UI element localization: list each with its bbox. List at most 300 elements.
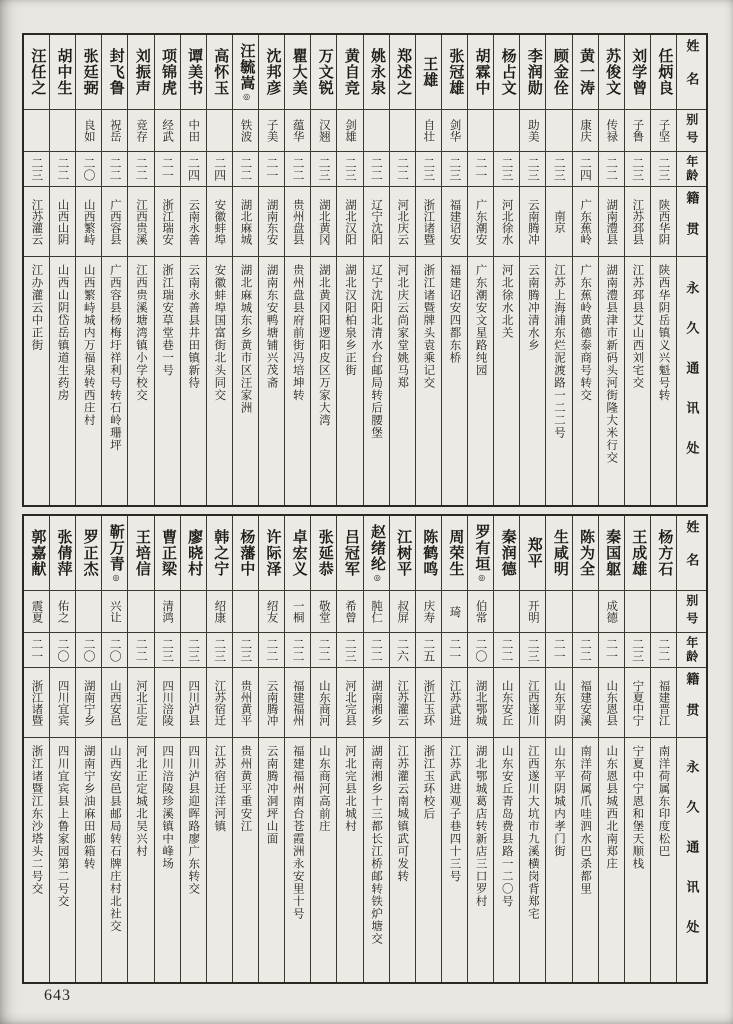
- person-address: 宁夏中宁恩和堡天顺栈: [631, 745, 644, 870]
- person-column: [127, 516, 153, 982]
- person-name: 姚永泉: [364, 35, 389, 110]
- person-column: [49, 35, 75, 505]
- directory-table-bottom: [22, 514, 708, 984]
- person-name: 曹正梁: [155, 516, 180, 591]
- person-native-place: 南京: [546, 187, 571, 257]
- person-alias: [128, 591, 153, 633]
- person-name: 秦国躯: [599, 516, 624, 591]
- person-address: 陕西华阴岳镇义兴魁号转: [657, 264, 670, 402]
- person-address: 浙江诸暨江东沙塔头二号交: [30, 745, 43, 895]
- person-column: [154, 516, 180, 982]
- person-native-place: 河北正定: [128, 668, 153, 738]
- person-age: 二二: [128, 633, 153, 668]
- person-age: 二二: [651, 633, 676, 668]
- person-alias: 叔屏: [390, 591, 415, 633]
- person-name: 吕冠军: [337, 516, 362, 591]
- annotation-mark: ◎: [111, 572, 121, 582]
- person-name: 张倩萍: [50, 516, 75, 591]
- row-header-column: [676, 516, 706, 982]
- person-name: 封飞鲁: [102, 35, 127, 110]
- person-column: [415, 35, 441, 505]
- person-address: 江苏宿迁洋河镇: [213, 745, 226, 833]
- person-alias: 剑雄: [337, 110, 362, 152]
- person-address: 广东蕉岭黄德泰商号转交: [579, 264, 592, 402]
- person-age: 二二: [285, 633, 310, 668]
- person-address: 广东潮安文星路纯园: [474, 264, 487, 377]
- person-address: 河北徐水北关: [500, 264, 513, 339]
- person-name: 郑述之: [390, 35, 415, 110]
- person-address: 四川涪陵珍溪镇中峰场: [161, 745, 174, 870]
- person-name: 瞿大美: [285, 35, 310, 110]
- person-address: 山西山阴岱岳镇道生药房: [56, 264, 69, 402]
- person-age: 二四: [181, 152, 206, 187]
- person-column: [650, 516, 676, 982]
- header-address: 永久通讯处: [684, 281, 700, 481]
- person-name: 沈邦彦: [259, 35, 284, 110]
- header-name: 姓名: [677, 516, 706, 591]
- person-name: 任炳良: [651, 35, 676, 110]
- person-alias: [546, 591, 571, 633]
- person-alias: 佑之: [50, 591, 75, 633]
- person-native-place: 福建晋江: [651, 668, 676, 738]
- person-age: 二二: [364, 152, 389, 187]
- person-name: 刘学曾: [625, 35, 650, 110]
- person-column: [284, 35, 310, 505]
- person-age: 二三: [207, 633, 232, 668]
- person-column: [545, 35, 571, 505]
- person-name: 陈为全: [573, 516, 598, 591]
- person-name: 赵绪纶 ◎: [364, 516, 389, 591]
- person-address: 山东安丘青岛费县路一二〇号: [500, 745, 513, 908]
- person-alias: [207, 110, 232, 152]
- person-native-place: 湖南澧县: [599, 187, 624, 257]
- person-name: 杨方石: [651, 516, 676, 591]
- person-age: 二三: [625, 633, 650, 668]
- person-column: [75, 35, 101, 505]
- person-alias: [494, 591, 519, 633]
- person-column: [206, 35, 232, 505]
- person-alias: 兴让: [102, 591, 127, 633]
- person-native-place: 辽宁沈阳: [364, 187, 389, 257]
- person-address: 湖北麻城东乡黄市区汪家洲: [239, 264, 252, 414]
- person-native-place: 广西容县: [102, 187, 127, 257]
- person-column: [180, 35, 206, 505]
- person-name: 黄自竞: [337, 35, 362, 110]
- person-address: 山西繁峙城内万福泉转西庄村: [82, 264, 95, 427]
- person-column: [232, 35, 258, 505]
- person-address: 南洋荷属东印度松巴: [657, 745, 670, 858]
- person-native-place: 江西贵溪: [128, 187, 153, 257]
- person-native-place: 福建福州: [285, 668, 310, 738]
- person-native-place: 云南腾冲: [259, 668, 284, 738]
- person-native-place: 山西安邑: [102, 668, 127, 738]
- person-column: [624, 35, 650, 505]
- person-age: 二三: [442, 152, 467, 187]
- person-native-place: 湖北汉阳: [337, 187, 362, 257]
- person-address: 四川泸县迎晖路廖广东转交: [187, 745, 200, 895]
- person-alias: [24, 110, 49, 152]
- person-age: 二六: [390, 633, 415, 668]
- person-name: 王培信: [128, 516, 153, 591]
- person-alias: 敬堂: [311, 591, 336, 633]
- person-address: 河北完县北城村: [343, 745, 356, 833]
- person-name: 万文锐: [311, 35, 336, 110]
- person-age: 二五: [416, 633, 441, 668]
- person-native-place: 江苏灌云: [24, 187, 49, 257]
- person-native-place: 浙江诸暨: [24, 668, 49, 738]
- header-alias: 别号: [677, 591, 706, 633]
- person-age: 二二: [259, 633, 284, 668]
- person-address: 贵州黄平重安江: [239, 745, 252, 833]
- header-name: 姓名: [677, 35, 706, 110]
- person-column: [519, 516, 545, 982]
- person-age: 二三: [520, 633, 545, 668]
- person-age: 二三: [181, 633, 206, 668]
- person-age: 二〇: [50, 633, 75, 668]
- person-age: 二三: [625, 152, 650, 187]
- person-column: [467, 516, 493, 982]
- person-address: 浙江玉环校后: [422, 745, 435, 820]
- person-native-place: 贵州黄平: [233, 668, 258, 738]
- person-address: 福建福州南台苍霞洲永安里十号: [291, 745, 304, 920]
- header-age: 年龄: [677, 633, 706, 668]
- person-address: 山东平阴城内孝门街: [552, 745, 565, 858]
- person-name: 张廷弼: [76, 35, 101, 110]
- person-native-place: 河北完县: [337, 668, 362, 738]
- person-column: [441, 35, 467, 505]
- person-address: 江办灌云中正街: [30, 264, 43, 352]
- person-name: 郑平: [520, 516, 545, 591]
- person-alias: 伯常: [468, 591, 493, 633]
- person-column: [24, 516, 49, 982]
- person-name: 苏俊文: [599, 35, 624, 110]
- person-age: 二一: [259, 152, 284, 187]
- person-address: 湖南东安鸭塘铺兴茂斋: [265, 264, 278, 389]
- person-age: 二三: [494, 152, 519, 187]
- person-age: 二三: [416, 152, 441, 187]
- person-column: [284, 516, 310, 982]
- person-age: 二二: [311, 633, 336, 668]
- person-column: [363, 35, 389, 505]
- person-age: 二三: [337, 152, 362, 187]
- person-alias: 子坚: [651, 110, 676, 152]
- person-alias: [233, 591, 258, 633]
- person-column: [206, 516, 232, 982]
- person-age: 二三: [24, 152, 49, 187]
- person-alias: 子鲁: [625, 110, 650, 152]
- person-name: 项锦虎: [155, 35, 180, 110]
- header-age: 年龄: [677, 152, 706, 187]
- person-name: 汪任之: [24, 35, 49, 110]
- person-column: [598, 35, 624, 505]
- person-native-place: 江苏武进: [442, 668, 467, 738]
- person-name: 黄一涛: [573, 35, 598, 110]
- person-address: 山西安邑县邮局转石牌庄村北社交: [108, 745, 121, 933]
- person-alias: [573, 591, 598, 633]
- person-alias: 子美: [259, 110, 284, 152]
- person-column: [493, 516, 519, 982]
- person-native-place: 江苏宿迁: [207, 668, 232, 738]
- person-native-place: 陕西华阴: [651, 187, 676, 257]
- person-alias: 经武: [155, 110, 180, 152]
- person-address: 广西容县杨梅圩祥利号转石岭珊坪: [108, 264, 121, 452]
- person-age: 二一: [155, 152, 180, 187]
- person-column: [310, 35, 336, 505]
- person-name: 顾金佺: [546, 35, 571, 110]
- person-alias: 铁波: [233, 110, 258, 152]
- person-native-place: 浙江玉环: [416, 668, 441, 738]
- directory-page: [22, 33, 708, 984]
- person-column: [336, 35, 362, 505]
- person-address: 江苏武进观子巷四十三号: [448, 745, 461, 883]
- person-address: 湖北黄冈阳逻阳皮区万家大湾: [317, 264, 330, 427]
- person-age: 二二: [390, 152, 415, 187]
- person-address: 浙江诸暨牌头袁乘记交: [422, 264, 435, 389]
- person-native-place: 河北庆云: [390, 187, 415, 257]
- person-alias: [364, 110, 389, 152]
- person-age: 二一: [468, 152, 493, 187]
- person-alias: 开明: [520, 591, 545, 633]
- person-alias: [651, 591, 676, 633]
- person-address: 江西贵溪塘湾镇小学校交: [134, 264, 147, 402]
- person-column: [336, 516, 362, 982]
- person-native-place: 湖南湘乡: [364, 668, 389, 738]
- directory-table-top: [22, 33, 708, 507]
- person-alias: [390, 110, 415, 152]
- person-name: 刘振声: [128, 35, 153, 110]
- person-alias: [50, 110, 75, 152]
- person-name: 靳万青 ◎: [102, 516, 127, 591]
- person-name: 王雄: [416, 35, 441, 110]
- person-native-place: 安徽蚌埠: [207, 187, 232, 257]
- person-alias: 庆寿: [416, 591, 441, 633]
- person-native-place: 福建安溪: [573, 668, 598, 738]
- person-name: 陈鹤鸣: [416, 516, 441, 591]
- person-age: 二三: [311, 152, 336, 187]
- person-age: 二二: [233, 152, 258, 187]
- person-address: 湖南湘乡十三都长江桥邮转铁炉塘交: [370, 745, 383, 945]
- person-age: 二三: [546, 152, 571, 187]
- person-name: 张冠雄: [442, 35, 467, 110]
- person-alias: 汉翘: [311, 110, 336, 152]
- person-alias: 良如: [76, 110, 101, 152]
- person-column: [310, 516, 336, 982]
- person-alias: [181, 591, 206, 633]
- person-native-place: 湖北鄂城: [468, 668, 493, 738]
- person-native-place: 山东平阴: [546, 668, 571, 738]
- person-native-place: 河北徐水: [494, 187, 519, 257]
- person-name: 胡霖中: [468, 35, 493, 110]
- person-native-place: 湖南宁乡: [76, 668, 101, 738]
- person-age: 二二: [128, 152, 153, 187]
- person-alias: 祝岳: [102, 110, 127, 152]
- person-column: [258, 35, 284, 505]
- person-column: [127, 35, 153, 505]
- person-column: [232, 516, 258, 982]
- person-address: 贵州盘县府前街冯培坤转: [291, 264, 304, 402]
- annotation-mark: ◎: [241, 91, 251, 101]
- person-name: 秦润德: [494, 516, 519, 591]
- person-native-place: 山西山阴: [50, 187, 75, 257]
- person-age: 二二: [599, 152, 624, 187]
- person-age: 二四: [207, 152, 232, 187]
- person-age: 二〇: [76, 633, 101, 668]
- person-age: 二二: [573, 633, 598, 668]
- person-age: 二三: [520, 152, 545, 187]
- header-alias: 别号: [677, 110, 706, 152]
- person-address: 云南腾冲清水乡: [526, 264, 539, 352]
- person-native-place: 云南腾冲: [520, 187, 545, 257]
- person-age: 二二: [50, 152, 75, 187]
- person-age: 二三: [337, 633, 362, 668]
- person-alias: 剑华: [442, 110, 467, 152]
- person-native-place: 宁夏中宁: [625, 668, 650, 738]
- person-name: 王成雄: [625, 516, 650, 591]
- person-age: 二〇: [468, 633, 493, 668]
- person-native-place: 湖北黄冈: [311, 187, 336, 257]
- person-alias: [625, 591, 650, 633]
- person-age: 二四: [573, 152, 598, 187]
- person-name: 高怀玉: [207, 35, 232, 110]
- person-column: [180, 516, 206, 982]
- person-column: [624, 516, 650, 982]
- person-native-place: 贵州盘县: [285, 187, 310, 257]
- person-age: 二〇: [76, 152, 101, 187]
- person-address: 河北庆云尚家堂姚马郑: [396, 264, 409, 389]
- person-address: 安徽蚌埠国富街北头同交: [213, 264, 226, 402]
- person-address: 辽宁沈阳北清水台邮局转后腰堡: [370, 264, 383, 439]
- person-column: [572, 516, 598, 982]
- person-alias: 肫仁: [364, 591, 389, 633]
- person-column: [101, 35, 127, 505]
- person-native-place: 江苏灌云: [390, 668, 415, 738]
- row-header-column: [676, 35, 706, 505]
- person-native-place: 四川涪陵: [155, 668, 180, 738]
- person-address: 江苏上海浦东烂泥渡路一二二号: [552, 264, 565, 439]
- person-column: [467, 35, 493, 505]
- person-name: 杨占文: [494, 35, 519, 110]
- person-column: [572, 35, 598, 505]
- person-column: [415, 516, 441, 982]
- person-native-place: 广东潮安: [468, 187, 493, 257]
- person-age: 二二: [285, 152, 310, 187]
- person-native-place: 湖北麻城: [233, 187, 258, 257]
- person-age: 二二: [102, 152, 127, 187]
- person-alias: 绍康: [207, 591, 232, 633]
- person-alias: [494, 110, 519, 152]
- person-name: 杨藩中: [233, 516, 258, 591]
- person-native-place: 山东安丘: [494, 668, 519, 738]
- person-alias: [76, 591, 101, 633]
- person-alias: 中田: [181, 110, 206, 152]
- person-address: 云南永善县井田镇新待: [187, 264, 200, 389]
- person-age: 二二: [494, 633, 519, 668]
- person-address: 福建诏安四都东桥: [448, 264, 461, 364]
- person-native-place: 四川宜宾: [50, 668, 75, 738]
- person-address: 河北正定城北吴兴村: [134, 745, 147, 858]
- person-native-place: 云南永善: [181, 187, 206, 257]
- person-address: 湖南澧县津市新码头河街隆大米行交: [605, 264, 618, 464]
- person-alias: 康庆: [573, 110, 598, 152]
- person-column: [389, 516, 415, 982]
- person-native-place: 山西繁峙: [76, 187, 101, 257]
- person-column: [545, 516, 571, 982]
- person-column: [75, 516, 101, 982]
- person-alias: 绍友: [259, 591, 284, 633]
- person-native-place: 浙江瑞安: [155, 187, 180, 257]
- person-column: [389, 35, 415, 505]
- person-age: 二三: [155, 633, 180, 668]
- person-address: 江苏邳县艾山西刘宅交: [631, 264, 644, 389]
- person-name: 罗有垣 ◎: [468, 516, 493, 591]
- person-alias: 传禄: [599, 110, 624, 152]
- person-address: 四川宜宾县上鲁家园第二号交: [56, 745, 69, 908]
- page-number: 643: [44, 987, 71, 1004]
- person-name: 李润勋: [520, 35, 545, 110]
- person-age: 二〇: [102, 633, 127, 668]
- person-name: 生咸明: [546, 516, 571, 591]
- person-age: 二一: [24, 633, 49, 668]
- person-name: 谭美书: [181, 35, 206, 110]
- person-address: 南洋荷属爪哇泗水巴杀都里: [579, 745, 592, 895]
- person-age: 二一: [546, 633, 571, 668]
- person-name: 胡中生: [50, 35, 75, 110]
- person-alias: 蕴华: [285, 110, 310, 152]
- person-alias: 希曾: [337, 591, 362, 633]
- person-native-place: 四川泸县: [181, 668, 206, 738]
- person-age: 二三: [233, 633, 258, 668]
- person-address: 江苏灌云南城镇武可发转: [396, 745, 409, 883]
- person-address: 浙江瑞安草堂巷一号: [161, 264, 174, 377]
- person-column: [49, 516, 75, 982]
- person-column: [258, 516, 284, 982]
- person-column: [441, 516, 467, 982]
- person-alias: [468, 110, 493, 152]
- person-column: [101, 516, 127, 982]
- person-address: 山东恩县城西北南郑庄: [605, 745, 618, 870]
- person-name: 汪毓嵩 ◎: [233, 35, 258, 110]
- person-address: 湖北鄂城葛店转新店三口罗村: [474, 745, 487, 908]
- person-alias: 琦: [442, 591, 467, 633]
- person-name: 郭嘉献: [24, 516, 49, 591]
- person-alias: [546, 110, 571, 152]
- person-alias: 自壮: [416, 110, 441, 152]
- person-address: 江西遂川大坑市九溪横岗背郑宅: [526, 745, 539, 920]
- person-column: [650, 35, 676, 505]
- person-alias: 清鸿: [155, 591, 180, 633]
- header-native: 籍贯: [677, 187, 706, 257]
- person-address: 湖南宁乡油麻田邮箱转: [82, 745, 95, 870]
- person-address: 山东商河高前庄: [317, 745, 330, 833]
- person-age: 二三: [651, 152, 676, 187]
- person-column: [24, 35, 49, 505]
- person-age: 二一: [442, 633, 467, 668]
- person-age: 二二: [364, 633, 389, 668]
- person-column: [154, 35, 180, 505]
- person-column: [598, 516, 624, 982]
- header-native: 籍贯: [677, 668, 706, 738]
- person-native-place: 江西遂川: [520, 668, 545, 738]
- annotation-mark: ◎: [476, 572, 486, 582]
- person-alias: 成德: [599, 591, 624, 633]
- person-alias: 一桐: [285, 591, 310, 633]
- person-name: 廖晓村: [181, 516, 206, 591]
- person-alias: 助美: [520, 110, 545, 152]
- person-native-place: 广东蕉岭: [573, 187, 598, 257]
- person-name: 许际泽: [259, 516, 284, 591]
- person-name: 张延恭: [311, 516, 336, 591]
- header-address: 永久通讯处: [684, 760, 700, 960]
